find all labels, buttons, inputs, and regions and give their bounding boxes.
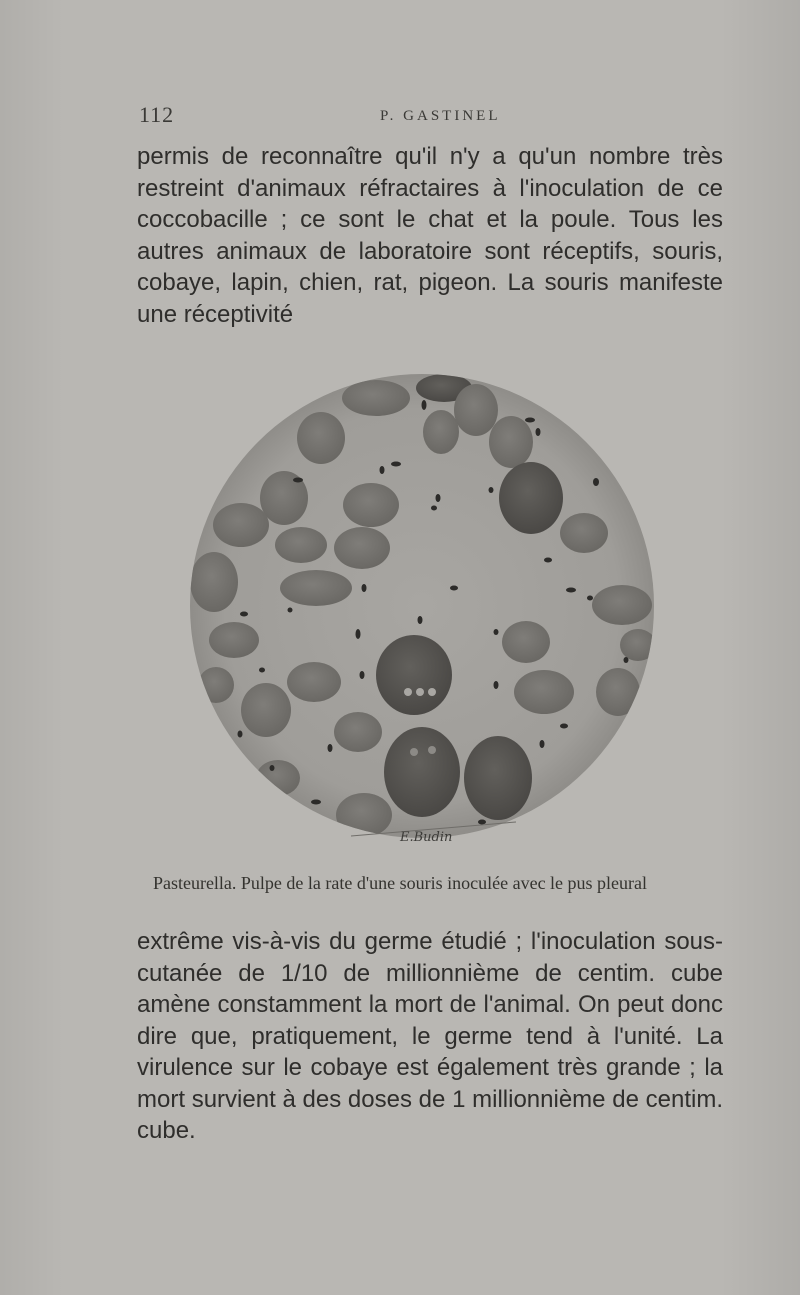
illustrator-signature: E.Budin bbox=[400, 830, 453, 845]
body-paragraph-1: permis de reconnaître qu'il n'y a qu'un nombre très restreint d'animaux réfractaires à l'inoculation de ce coccobacille ; ce sont le chat et la poule. Tous les autres animaux de laboratoire sont réceptifs, souris, cobaye, lapin, chien, rat, pigeon. La souris manifeste une réceptivité bbox=[137, 143, 723, 328]
page-number: 112 bbox=[139, 102, 175, 127]
microscope-figure bbox=[186, 370, 666, 850]
body-paragraph-2: extrême vis-à-vis du germe étudié ; l'inoculation sous-cutanée de 1/10 de millionnième de centim. cube amène constamment la mort de l'animal. On peut donc dire que, pratiquement, le germe tend à l'unité. La virulence sur le cobaye est également très grande ; la mort survient à des doses de 1 millionnième de centim. cube. bbox=[137, 928, 723, 1144]
micrograph-illustration bbox=[186, 370, 666, 850]
running-head: P. GASTINEL bbox=[380, 108, 501, 124]
figure-caption: Pasteurella. Pulpe de la rate d'une souris inoculée avec le pus pleural bbox=[152, 873, 648, 893]
